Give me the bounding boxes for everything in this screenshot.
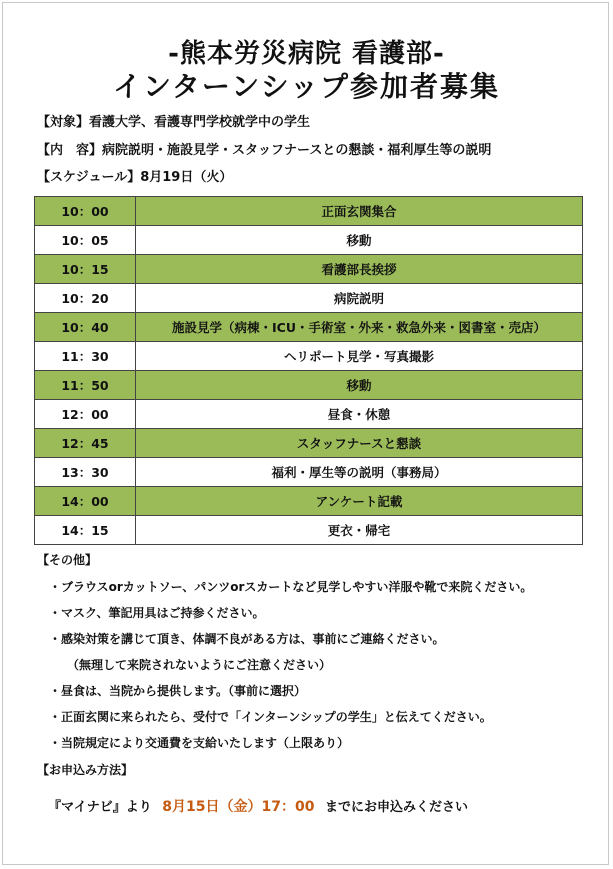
schedule-activity: 昼食・休憩	[136, 400, 583, 429]
schedule-time: 14：15	[35, 516, 136, 545]
schedule-table	[34, 196, 583, 545]
target-line: 【対象】看護大学、看護専門学校就学中の学生	[37, 115, 311, 130]
schedule-activity: 施設見学（病棟・ICU・手術室・外来・救急外来・図書室・売店）	[136, 313, 583, 342]
other-item-note: （無理して来院されないようにご注意ください）	[67, 658, 332, 672]
other-heading: 【その他】	[37, 553, 98, 567]
schedule-row	[35, 487, 583, 516]
schedule-row	[35, 197, 583, 226]
schedule-time: 13：30	[35, 458, 136, 487]
schedule-row	[35, 400, 583, 429]
schedule-activity: 福利・厚生等の説明（事務局）	[136, 458, 583, 487]
apply-prefix: 『マイナビ』より	[48, 800, 152, 815]
schedule-row	[35, 313, 583, 342]
schedule-activity: 正面玄関集合	[136, 197, 583, 226]
other-item: ・マスク、筆記用具はご持参ください。	[49, 606, 265, 620]
schedule-row	[35, 255, 583, 284]
schedule-row	[35, 284, 583, 313]
content-line: 【内 容】病院説明・施設見学・スタッフナースとの懇談・福利厚生等の説明	[37, 143, 492, 158]
schedule-time: 10：00	[35, 197, 136, 226]
schedule-time: 10：05	[35, 226, 136, 255]
schedule-activity: ヘリポート見学・写真撮影	[136, 342, 583, 371]
apply-suffix: までにお申込みください	[325, 800, 469, 815]
apply-line	[48, 796, 468, 816]
schedule-date-line: 【スケジュール】8月19日（火）	[37, 170, 233, 185]
schedule-row	[35, 429, 583, 458]
schedule-time: 11：50	[35, 371, 136, 400]
schedule-time: 14：00	[35, 487, 136, 516]
schedule-activity: 病院説明	[136, 284, 583, 313]
document-page	[2, 2, 609, 865]
other-item: ・昼食は、当院から提供します。（事前に選択）	[49, 684, 307, 698]
other-item: ・ブラウスorカットソー、パンツorスカートなど見学しやすい洋服や靴で来院ください。	[49, 580, 533, 594]
schedule-row	[35, 371, 583, 400]
other-item: ・感染対策を講じて頂き、体調不良がある方は、事前にご連絡ください。	[49, 632, 445, 646]
schedule-activity: 更衣・帰宅	[136, 516, 583, 545]
schedule-row	[35, 458, 583, 487]
schedule-time: 11：30	[35, 342, 136, 371]
schedule-activity: アンケート記載	[136, 487, 583, 516]
schedule-row	[35, 226, 583, 255]
other-item: ・正面玄関に来られたら、受付で「インターンシップの学生」と伝えてください。	[49, 710, 492, 724]
schedule-time: 10：15	[35, 255, 136, 284]
schedule-time: 10：40	[35, 313, 136, 342]
schedule-row	[35, 516, 583, 545]
schedule-activity: 移動	[136, 226, 583, 255]
schedule-activity: スタッフナースと懇談	[136, 429, 583, 458]
page-title-recruitment: インターンシップ参加者募集	[112, 70, 501, 103]
other-item: ・当院規定により交通費を支給いたします（上限あり）	[49, 736, 350, 750]
schedule-activity: 看護部長挨拶	[136, 255, 583, 284]
schedule-time: 12：00	[35, 400, 136, 429]
schedule-activity: 移動	[136, 371, 583, 400]
apply-deadline: 8月15日（金）17：00	[162, 799, 315, 815]
apply-heading: 【お申込み方法】	[37, 763, 134, 777]
schedule-row	[35, 342, 583, 371]
schedule-time: 10：20	[35, 284, 136, 313]
page-title-hospital: -熊本労災病院 看護部-	[168, 39, 445, 69]
schedule-time: 12：45	[35, 429, 136, 458]
